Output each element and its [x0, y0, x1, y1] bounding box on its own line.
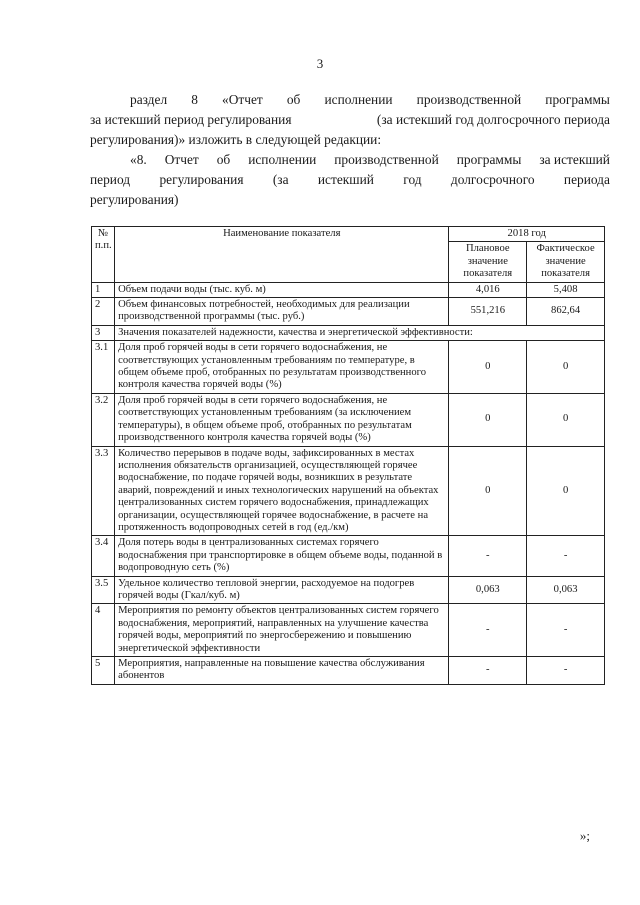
row-actual: 0: [527, 446, 605, 536]
row-num: 3.5: [92, 576, 115, 604]
row-num: 2: [92, 298, 115, 326]
table-row: [92, 393, 605, 446]
row-actual: 862,64: [527, 298, 605, 326]
intro-word: истекший: [317, 172, 374, 187]
table-header-row: [92, 227, 605, 242]
row-actual: 5,408: [527, 282, 605, 297]
col-num-header: № п.п.: [92, 227, 115, 283]
table-row: [92, 657, 605, 685]
table-row: [92, 298, 605, 326]
intro-word: период: [90, 172, 131, 187]
intro-line-1: [90, 90, 610, 110]
row-planned: -: [449, 604, 527, 657]
intro-word: (за: [272, 172, 289, 187]
row-num: 3.4: [92, 536, 115, 576]
table-row: [92, 576, 605, 604]
row-name: Доля потерь воды в централизованных системах горячего водоснабжения при транспортировке в общем объеме воды, поданной в водопроводную сеть (%): [115, 536, 449, 576]
actual-header: Фактическое значение показателя: [527, 242, 605, 282]
row-planned: 551,216: [449, 298, 527, 326]
row-actual: 0: [527, 341, 605, 394]
row-name: Объем подачи воды (тыс. куб. м): [115, 282, 449, 297]
intro-word: за истекший: [539, 152, 610, 167]
row-actual: -: [527, 536, 605, 576]
row-name: Удельное количество тепловой энергии, расходуемое на подогрев горячей воды (Гкал/куб. м): [115, 576, 449, 604]
intro-word: «Отчет: [222, 92, 263, 107]
table-row: [92, 341, 605, 394]
row-num: 3.3: [92, 446, 115, 536]
row-num: 3: [92, 325, 115, 340]
row-planned: 0: [449, 341, 527, 394]
table-row: [92, 604, 605, 657]
table-row: [92, 282, 605, 297]
intro-word: за истекший период регулирования: [90, 112, 292, 127]
planned-header: Плановое значение показателя: [449, 242, 527, 282]
intro-word: регулирования: [159, 172, 244, 187]
intro-word: производственной: [416, 92, 522, 107]
intro-word: об: [286, 92, 301, 107]
row-num: 5: [92, 657, 115, 685]
intro-word: исполнении: [324, 92, 393, 107]
intro-word: раздел: [130, 92, 168, 107]
intro-word: программы: [456, 152, 522, 167]
intro-word: об: [216, 152, 231, 167]
row-planned: -: [449, 536, 527, 576]
row-num: 4: [92, 604, 115, 657]
row-planned: 0: [449, 393, 527, 446]
intro-word: 8: [191, 92, 198, 107]
intro-word: (за истекший год долгосрочного периода: [376, 112, 610, 127]
intro-line-4: [90, 150, 610, 170]
row-actual: 0: [527, 393, 605, 446]
closing-quote: »;: [579, 828, 590, 843]
row-planned: 4,016: [449, 282, 527, 297]
row-name: Мероприятия по ремонту объектов централизованных систем горячего водоснабжения, мероприятий, направленных на улучшение качества горячей воды, мероприятий по энергосбережению и повышению энергетической эффективности: [115, 604, 449, 657]
intro-line-5: [90, 170, 610, 190]
year-header: 2018 год: [449, 227, 605, 242]
row-actual: 0,063: [527, 576, 605, 604]
intro-word: Отчет: [164, 152, 199, 167]
row-num: 3.1: [92, 341, 115, 394]
intro-word: исполнении: [248, 152, 317, 167]
table-row: [92, 325, 605, 340]
intro-line-3: регулирования)» изложить в следующей редакции:: [90, 132, 382, 147]
intro-line-6: регулирования): [90, 192, 179, 207]
row-num: 3.2: [92, 393, 115, 446]
row-planned: 0,063: [449, 576, 527, 604]
intro-word: периода: [563, 172, 610, 187]
row-planned: 0: [449, 446, 527, 536]
row-planned: -: [449, 657, 527, 685]
intro-paragraph: [90, 90, 610, 210]
row-name: Доля проб горячей воды в сети горячего водоснабжения, не соответствующих установленным требованиям (за исключением температуры), в общем объеме проб, отобранных по результатам производственного контроля качества горячей воды (%): [115, 393, 449, 446]
intro-word: программы: [545, 92, 610, 107]
table-row: [92, 536, 605, 576]
row-actual: -: [527, 657, 605, 685]
col-name-header: Наименование показателя: [115, 227, 449, 283]
row-name: Доля проб горячей воды в сети горячего водоснабжения, не соответствующих установленным требованиям по температуре, в общем объеме проб, отобранных по результатам производственного контроля качества горячей воды (%): [115, 341, 449, 394]
row-name: Мероприятия, направленные на повышение качества обслуживания абонентов: [115, 657, 449, 685]
row-num: 1: [92, 282, 115, 297]
table-row: [92, 446, 605, 536]
report-table: [91, 226, 605, 685]
row-name: Объем финансовых потребностей, необходимых для реализации производственной программы (тыс. руб.): [115, 298, 449, 326]
row-section-title: Значения показателей надежности, качества и энергетической эффективности:: [115, 325, 605, 340]
intro-line-2: [90, 110, 610, 130]
page-number: 3: [316, 56, 324, 71]
intro-word: производственной: [334, 152, 439, 167]
intro-word: год: [403, 172, 422, 187]
intro-word: долгосрочного: [450, 172, 535, 187]
row-actual: -: [527, 604, 605, 657]
intro-word: «8.: [130, 152, 147, 167]
row-name: Количество перерывов в подаче воды, зафиксированных в местах исполнения обязательств организацией, осуществляющей горячее водоснабжение, по подаче горячей воды, возникших в результате аварий, повреждений и иных технологических нарушений на объектах централизованных систем горячего водоснабжения, принадлежащих организации, осуществляющей горячее водоснабжение, в расчете на протяженность водопроводных сетей в год (ед./км): [115, 446, 449, 536]
